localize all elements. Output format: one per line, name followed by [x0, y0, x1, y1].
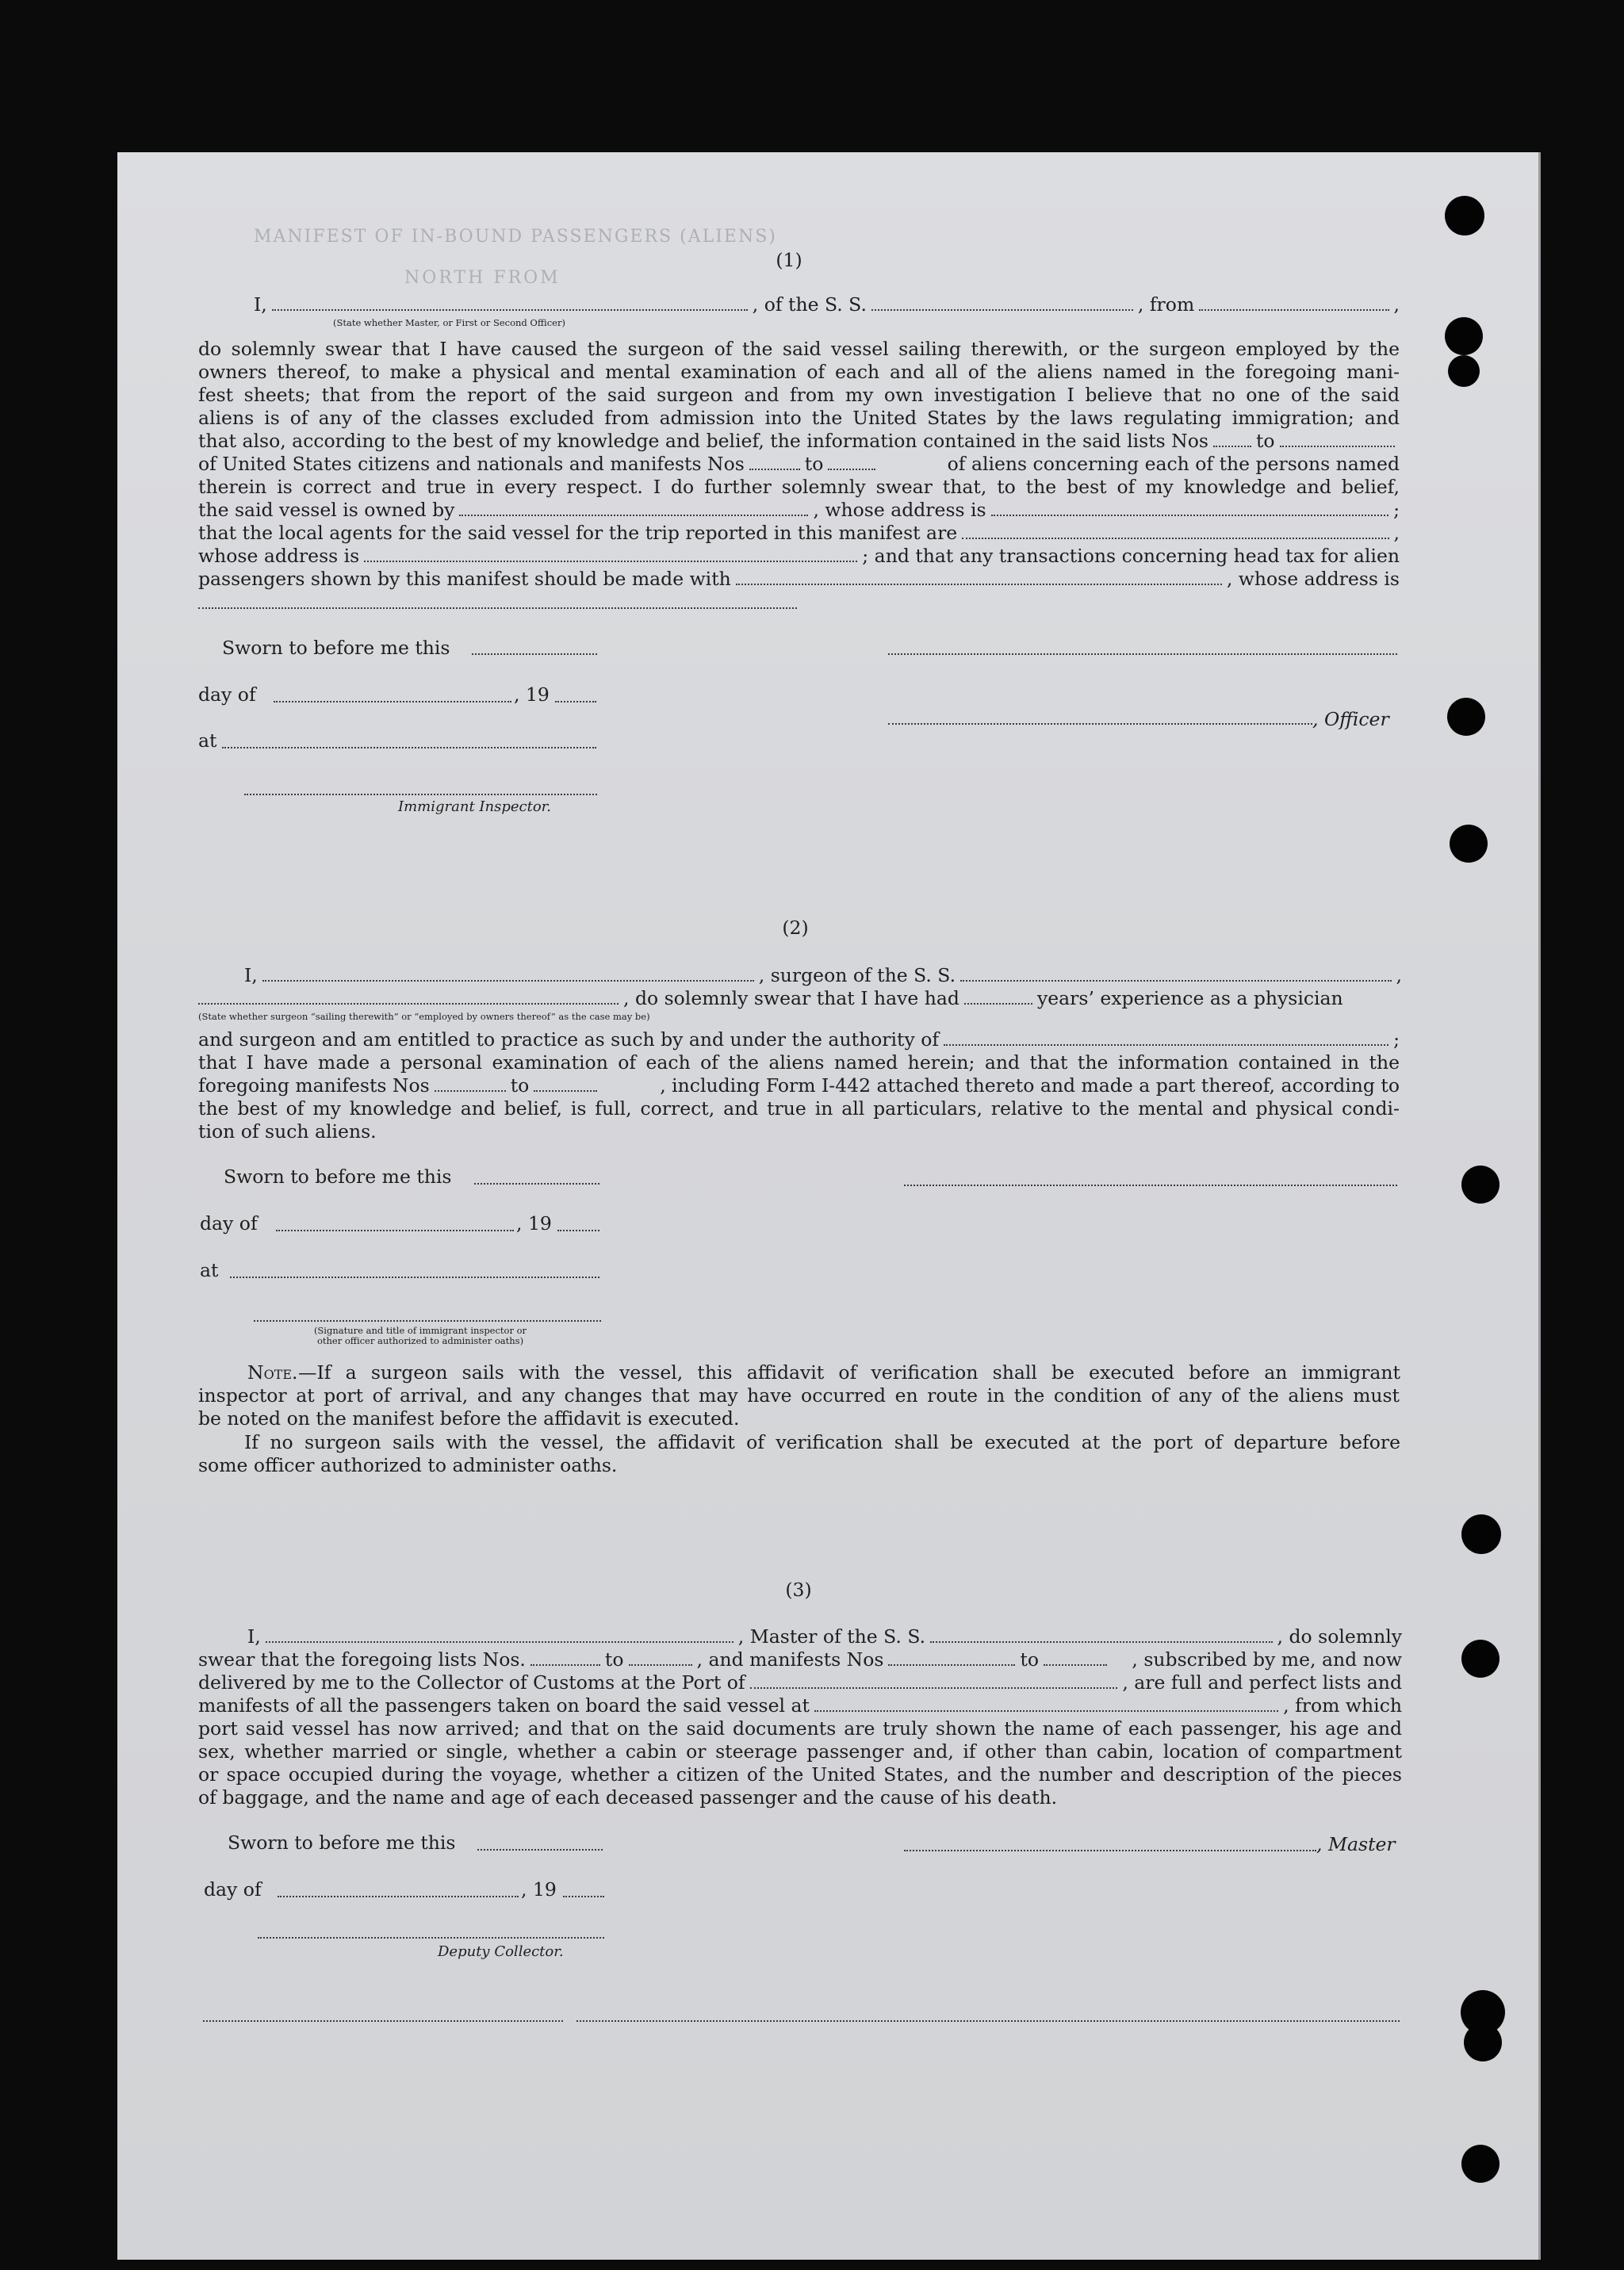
month-field[interactable] — [274, 701, 511, 702]
oath-text: port said vessel has now arrived; and that on the said documents are truly shown the name of each passenger, his age and — [198, 1717, 1402, 1740]
note-label: Note. — [247, 1361, 298, 1384]
oath-text: tion of such aliens. — [198, 1120, 377, 1143]
year-field[interactable] — [555, 701, 596, 702]
note-text: some officer authorized to administer oaths. — [198, 1454, 618, 1476]
form-line: whose address is ; and that any transactions concerning head tax for alien — [198, 545, 1400, 567]
port-of-arrival-field[interactable] — [750, 1686, 1118, 1689]
port-from-field[interactable] — [1199, 308, 1388, 311]
at-label: at — [200, 1259, 219, 1281]
place-field[interactable] — [222, 747, 596, 748]
oath-text: owners thereof, to make a physical and mental examination of each and all of the aliens named in the foregoing mani- — [198, 361, 1400, 383]
year-label: , 19 — [516, 1212, 552, 1235]
lists-to-field[interactable] — [1280, 445, 1395, 447]
place-field[interactable] — [230, 1277, 599, 1278]
head-tax-address-field[interactable] — [198, 607, 797, 609]
sworn-label: Sworn to before me this — [228, 1832, 456, 1854]
sworn-date-field[interactable] — [472, 653, 597, 655]
sworn-date-field[interactable] — [477, 1849, 603, 1851]
officer-signature-field[interactable] — [888, 653, 1397, 655]
agents-field[interactable] — [962, 537, 1388, 539]
year-label: , 19 — [514, 683, 550, 706]
master-name-field[interactable] — [266, 1640, 733, 1643]
manifests-from-field[interactable] — [749, 468, 800, 470]
signer-caption: (Signature and title of immigrant inspector or — [313, 1325, 527, 1336]
form-line: passengers shown by this manifest should be made with , whose address is — [198, 568, 1400, 590]
surgeon-name-field[interactable] — [262, 979, 754, 982]
officer-name-field[interactable] — [272, 308, 748, 311]
punch-hole — [1461, 1640, 1500, 1678]
oath-text: therein is correct and true in every respect. I do further solemnly swear that, to the best of my knowledge and belief, — [198, 476, 1400, 498]
at-label: at — [198, 729, 217, 752]
day-of-label: day of — [204, 1878, 262, 1901]
form-line: that also, according to the best of my knowledge and belief, the information contained in the said lists Nos to — [198, 430, 1400, 452]
punch-hole — [1447, 698, 1485, 736]
sworn-label: Sworn to before me this — [224, 1166, 452, 1188]
vessel-name-field[interactable] — [930, 1640, 1272, 1643]
punch-hole — [1461, 2145, 1500, 2183]
year-field[interactable] — [563, 1896, 604, 1897]
oath-text: or space occupied during the voyage, whether a citizen of the United States, and the number and description of the pieces — [198, 1763, 1402, 1786]
month-field[interactable] — [276, 1230, 514, 1231]
faded-header-sub: NORTH FROM — [404, 268, 561, 288]
oath-text: aliens is of any of the classes excluded from admission into the United States by the laws regulating immigration; and — [198, 407, 1400, 429]
punch-hole — [1445, 196, 1484, 235]
form-line: , do solemnly swear that I have had years’ experience as a physician — [198, 987, 1400, 1009]
field-caption: (State whether surgeon “sailing therewith” or “employed by owners thereof” as the case may be) — [198, 1011, 650, 1022]
surgeon-status-field[interactable] — [198, 1002, 619, 1005]
field-caption: (State whether Master, or First or Second Officer) — [333, 317, 565, 328]
form-line: that the local agents for the said vessel for the trip reported in this manifest are , — [198, 522, 1400, 544]
year-label: , 19 — [521, 1878, 557, 1901]
form-line: I, , Master of the S. S. , do solemnly — [247, 1625, 1402, 1648]
oath-text: do solemnly swear that I have caused the surgeon of the said vessel sailing therewith, or the surgeon employed by the — [198, 338, 1400, 360]
form-line: and surgeon and am entitled to practice as such by and under the authority of ; — [198, 1028, 1400, 1051]
punch-hole — [1461, 1166, 1500, 1204]
faded-header: MANIFEST OF IN-BOUND PASSENGERS (ALIENS) — [254, 227, 777, 247]
signer-caption: other officer authorized to administer oaths) — [316, 1335, 524, 1346]
lists-from-field[interactable] — [530, 1663, 600, 1666]
bottom-rule — [203, 2020, 563, 2022]
sworn-date-field[interactable] — [474, 1183, 599, 1185]
punch-hole — [1450, 825, 1488, 863]
owner-field[interactable] — [459, 514, 808, 516]
form-line: swear that the foregoing lists Nos. to , and manifests Nos to , subscribed by me, and now — [198, 1648, 1402, 1671]
form-line: I, , surgeon of the S. S. , — [244, 964, 1402, 986]
note-text: If no surgeon sails with the vessel, the affidavit of verification shall be executed at the port of departure before — [244, 1431, 1400, 1453]
oath-text: of baggage, and the name and age of each deceased passenger and the cause of his death. — [198, 1786, 1058, 1809]
year-field[interactable] — [557, 1230, 599, 1231]
oath-text: that I have made a personal examination of each of the aliens named herein; and that the information contained in the — [198, 1051, 1400, 1074]
sworn-label: Sworn to before me this — [222, 637, 450, 659]
head-tax-agent-field[interactable] — [736, 583, 1222, 585]
manifests-to-field[interactable] — [534, 1089, 597, 1092]
vessel-name-field[interactable] — [960, 979, 1391, 982]
section-number: (1) — [776, 249, 802, 271]
master-label: , Master — [1316, 1833, 1396, 1855]
port-of-embarkation-field[interactable] — [814, 1709, 1278, 1712]
inspector-signature-field[interactable] — [254, 1320, 601, 1322]
form-line: I, , of the S. S. , from , — [254, 293, 1400, 316]
oath-text: the best of my knowledge and belief, is full, correct, and true in all particulars, relative to the mental and physical condi- — [198, 1097, 1400, 1120]
officer-label: , Officer — [1312, 708, 1389, 730]
signer-caption: Immigrant Inspector. — [398, 798, 552, 815]
manifests-to-field[interactable] — [1044, 1663, 1107, 1666]
section-number: (3) — [785, 1579, 812, 1601]
form-line: of United States citizens and nationals and manifests Nos to of aliens concerning each of the persons named — [198, 453, 1400, 475]
oath-text: fest sheets; that from the report of the said surgeon and from my own investigation I believe that no one of the said — [198, 384, 1400, 406]
note-text: be noted on the manifest before the affidavit is executed. — [198, 1407, 740, 1430]
form-line: foregoing manifests Nos to , including Form I-442 attached thereto and made a part thereof, according to — [198, 1074, 1400, 1097]
punch-hole — [1461, 1514, 1501, 1554]
day-of-label: day of — [200, 1212, 258, 1235]
month-field[interactable] — [278, 1896, 519, 1897]
note-text: inspector at port of arrival, and any changes that may have occurred en route in the condition of any of the aliens must — [198, 1384, 1400, 1407]
punch-hole — [1445, 317, 1483, 355]
officer-title-field[interactable] — [888, 723, 1312, 725]
deputy-collector-signature-field[interactable] — [258, 1937, 604, 1939]
years-experience-field[interactable] — [964, 1002, 1032, 1005]
form-line: manifests of all the passengers taken on board the said vessel at , from which — [198, 1694, 1402, 1717]
vessel-name-field[interactable] — [871, 308, 1133, 311]
form-line: the said vessel is owned by , whose address is ; — [198, 499, 1400, 521]
bottom-rule — [576, 2020, 1400, 2022]
signer-caption: Deputy Collector. — [438, 1943, 564, 1960]
section-number: (2) — [782, 917, 809, 939]
lists-to-field[interactable] — [629, 1663, 692, 1666]
lists-from-field[interactable] — [1213, 445, 1251, 447]
agents-address-field[interactable] — [364, 560, 857, 562]
manifests-from-field[interactable] — [888, 1663, 1015, 1666]
inspector-signature-field[interactable] — [244, 794, 597, 795]
punch-hole — [1448, 355, 1480, 387]
punch-hole — [1464, 2023, 1502, 2061]
note-text: —If a surgeon sails with the vessel, this affidavit of verification shall be executed before an immigrant — [298, 1361, 1400, 1384]
manifests-to-field[interactable] — [828, 468, 875, 470]
owner-address-field[interactable] — [991, 514, 1388, 516]
day-of-label: day of — [198, 683, 256, 706]
manifests-from-field[interactable] — [435, 1089, 506, 1092]
authority-field[interactable] — [944, 1043, 1388, 1046]
surgeon-signature-field[interactable] — [904, 1185, 1397, 1186]
form-line: delivered by me to the Collector of Customs at the Port of , are full and perfect lists and — [198, 1671, 1402, 1694]
oath-text: sex, whether married or single, whether a cabin or steerage passenger and, if other than cabin, location of compartment — [198, 1740, 1402, 1763]
master-signature-field[interactable] — [904, 1850, 1316, 1851]
